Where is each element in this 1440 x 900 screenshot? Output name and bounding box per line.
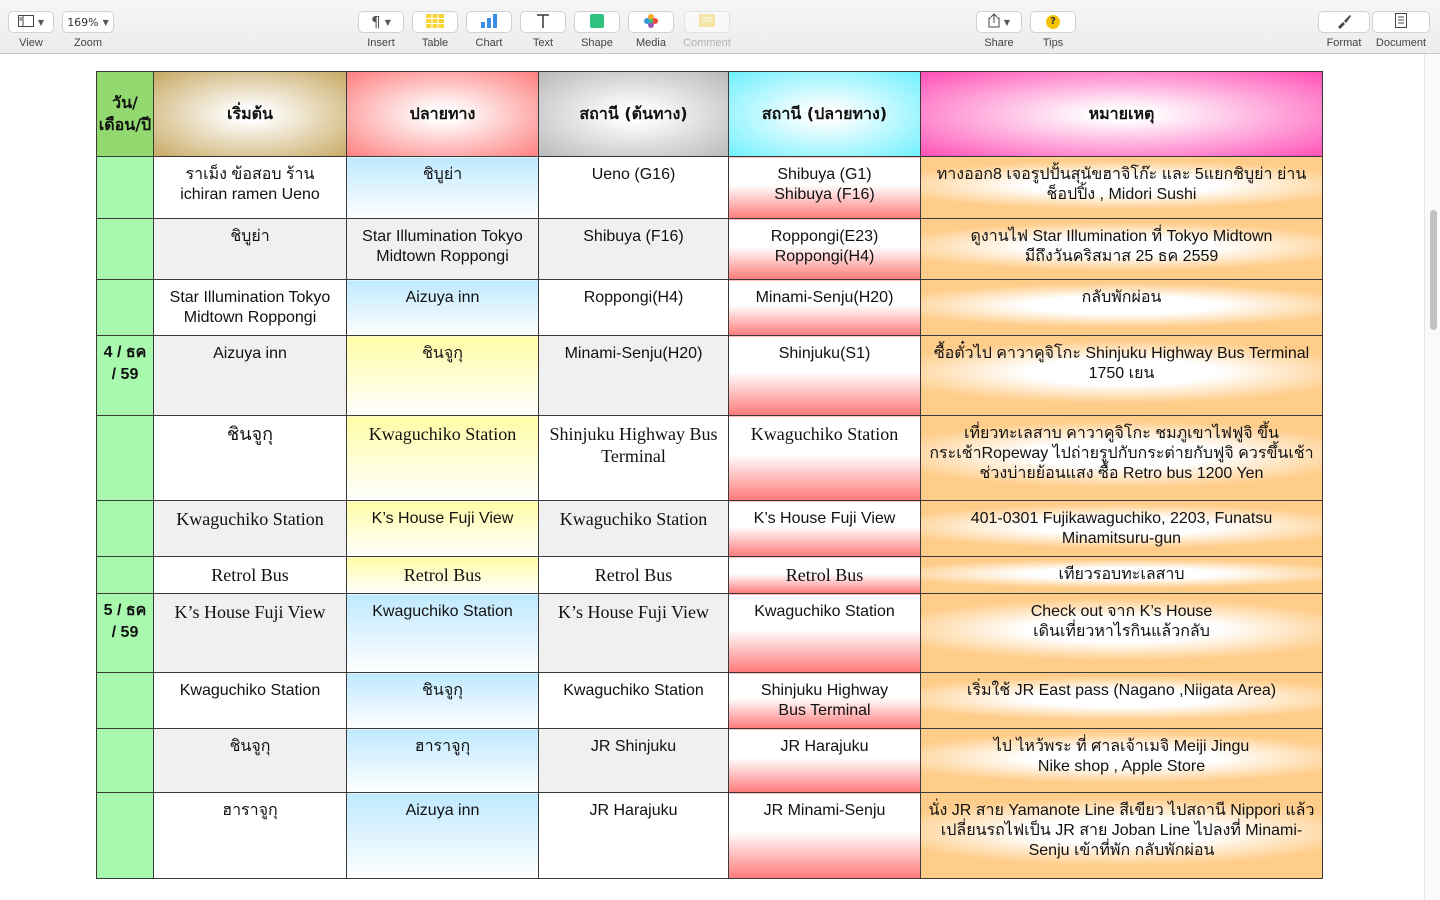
destination-cell-text: Retrol Bus <box>403 565 482 585</box>
chevron-down-icon: ▼ <box>102 17 109 27</box>
note-cell[interactable] <box>921 157 1323 219</box>
start-cell-text: K’s House Fuji View <box>174 602 326 622</box>
shape-control[interactable] <box>574 0 620 49</box>
note-cell-text: Check out จาก K’s House เดินเที่ยวหาไรกินแล้วกลับ <box>1030 603 1213 640</box>
header-start[interactable]: เริ่มต้น <box>154 72 347 157</box>
destination-cell-text: ชิบูย่า <box>422 166 463 183</box>
destination-cell-text: Aizuya inn <box>405 802 480 819</box>
note-cell[interactable] <box>921 729 1323 793</box>
chevron-down-icon: ▼ <box>37 17 45 27</box>
station-to-cell[interactable] <box>729 594 921 673</box>
zoom-value: 169% <box>67 15 99 29</box>
chevron-down-icon: ▼ <box>1003 17 1011 27</box>
header-date[interactable]: วัน/เดือน/ปี <box>97 72 154 157</box>
shape-button[interactable] <box>574 11 620 33</box>
note-cell-text: 401-0301 Fujikawaguchiko, 2203, Funatsu Minamitsuru-gun <box>970 510 1273 547</box>
note-cell-text: ทางออก8 เจอรูปปั้นสุนัขฮาจิโก๊ะ และ 5แยกชิบูย่า ย่านช็อปปิ้ง , Midori Sushi <box>936 166 1307 203</box>
station-from-cell-text: Kwaguchiko Station <box>563 682 704 699</box>
station-from-cell[interactable] <box>539 594 729 673</box>
document-control[interactable] <box>1372 0 1430 49</box>
station-from-cell-text: Ueno (G16) <box>591 166 676 183</box>
destination-cell-text: Aizuya inn <box>405 289 480 306</box>
station-to-cell[interactable] <box>729 219 921 280</box>
start-cell[interactable] <box>154 280 347 336</box>
start-cell[interactable] <box>154 416 347 501</box>
note-cell-text: กลับพักผ่อน <box>1081 289 1162 306</box>
station-to-cell-text: Retrol Bus <box>785 565 864 585</box>
note-cell[interactable] <box>921 557 1323 594</box>
header-note[interactable]: หมายเหตุ <box>921 72 1323 157</box>
document-icon <box>1395 13 1407 31</box>
media-control[interactable] <box>628 0 674 49</box>
station-to-cell[interactable] <box>729 557 921 594</box>
tips-label: Tips <box>1042 37 1064 49</box>
note-cell[interactable] <box>921 501 1323 557</box>
station-to-cell-text: K’s House Fuji View <box>753 510 896 527</box>
start-cell-text: ราเม็ง ข้อสอบ ร้าน ichiran ramen Ueno <box>180 166 320 203</box>
date-cell-text <box>97 673 153 679</box>
shape-label: Shape <box>581 37 613 49</box>
destination-cell[interactable] <box>347 673 539 729</box>
table-row <box>97 594 1323 673</box>
station-to-cell-text: JR Harajuku <box>780 738 869 755</box>
station-from-cell-text: Shibuya (F16) <box>583 228 684 245</box>
destination-cell[interactable] <box>347 336 539 416</box>
station-from-cell[interactable] <box>539 280 729 336</box>
date-cell[interactable] <box>97 793 154 879</box>
station-to-cell[interactable] <box>729 729 921 793</box>
comment-label: Comment <box>683 37 731 49</box>
start-cell[interactable] <box>154 729 347 793</box>
station-from-cell-text: Retrol Bus <box>594 565 673 585</box>
table-row <box>97 219 1323 280</box>
table-control[interactable] <box>412 0 458 49</box>
table-row <box>97 729 1323 793</box>
document-canvas[interactable] <box>0 54 1424 900</box>
text-icon <box>535 13 551 32</box>
destination-cell-text: Kwaguchiko Station <box>372 603 513 620</box>
table-label: Table <box>421 37 449 49</box>
document-label: Document <box>1375 37 1427 49</box>
date-cell-text <box>97 157 153 163</box>
destination-cell-text: ชินจูกุ <box>422 682 463 699</box>
header-station-from[interactable]: สถานี (ต้นทาง) <box>539 72 729 157</box>
destination-cell[interactable] <box>347 219 539 280</box>
text-label: Text <box>532 37 554 49</box>
station-to-cell-text: Shinjuku(S1) <box>778 345 871 362</box>
destination-cell-text: Star Illumination Tokyo Midtown Roppongi <box>362 228 523 265</box>
sidebar-icon <box>18 15 34 30</box>
station-from-cell-text: Shinjuku Highway Bus Terminal <box>549 424 718 466</box>
date-cell[interactable] <box>97 501 154 557</box>
date-cell[interactable] <box>97 219 154 280</box>
insert-control[interactable] <box>358 0 404 49</box>
tips-control[interactable] <box>1030 0 1076 49</box>
station-from-cell-text: JR Shinjuku <box>590 738 677 755</box>
view-label: View <box>19 37 43 49</box>
format-button[interactable] <box>1318 11 1370 33</box>
date-cell-text <box>97 280 153 286</box>
comment-control[interactable] <box>684 0 730 49</box>
paragraph-icon: ¶ <box>371 13 381 31</box>
station-to-cell[interactable] <box>729 416 921 501</box>
table-row <box>97 416 1323 501</box>
station-to-cell-text: Shibuya (G1) Shibuya (F16) <box>774 166 875 203</box>
station-to-cell[interactable] <box>729 157 921 219</box>
zoom-label: Zoom <box>73 37 103 49</box>
share-button[interactable] <box>976 11 1022 33</box>
destination-cell[interactable] <box>347 157 539 219</box>
destination-cell[interactable] <box>347 729 539 793</box>
chart-label: Chart <box>475 37 503 49</box>
itinerary-table[interactable] <box>96 71 1323 879</box>
station-from-cell[interactable] <box>539 219 729 280</box>
date-cell-text <box>97 557 153 563</box>
destination-cell-text: Kwaguchiko Station <box>368 424 517 444</box>
station-from-cell[interactable] <box>539 336 729 416</box>
start-cell-text: ชินจูกุ <box>229 738 271 755</box>
table-row <box>97 157 1323 219</box>
start-cell[interactable] <box>154 219 347 280</box>
scrollbar-thumb[interactable] <box>1430 210 1437 330</box>
start-cell[interactable] <box>154 501 347 557</box>
station-from-cell-text: Minami-Senju(H20) <box>564 345 703 362</box>
table-icon <box>426 14 444 31</box>
start-cell[interactable] <box>154 557 347 594</box>
table-row <box>97 501 1323 557</box>
comment-icon <box>699 14 715 30</box>
date-cell[interactable] <box>97 157 154 219</box>
note-cell[interactable] <box>921 594 1323 673</box>
media-button[interactable] <box>628 11 674 33</box>
date-cell[interactable] <box>97 557 154 594</box>
table-row <box>97 557 1323 594</box>
media-label: Media <box>636 37 666 49</box>
station-to-cell-text: Shinjuku Highway Bus Terminal <box>760 682 889 719</box>
date-cell-text: 4 / ธค / 59 <box>103 344 147 383</box>
station-to-cell[interactable] <box>729 501 921 557</box>
destination-cell[interactable] <box>347 501 539 557</box>
start-cell-text: ชินจูกุ <box>227 424 273 444</box>
station-from-cell-text: Roppongi(H4) <box>583 289 684 306</box>
chevron-down-icon: ▼ <box>384 17 391 27</box>
note-cell[interactable] <box>921 673 1323 729</box>
station-from-cell[interactable] <box>539 416 729 501</box>
destination-cell[interactable] <box>347 793 539 879</box>
station-to-cell-text: JR Minami-Senju <box>763 802 886 819</box>
destination-cell-text: ฮาราจูกุ <box>414 738 471 755</box>
station-to-cell[interactable] <box>729 793 921 879</box>
destination-cell-text: K’s House Fuji View <box>371 510 514 527</box>
station-to-cell-text: Minami-Senju(H20) <box>755 289 894 306</box>
destination-cell[interactable] <box>347 280 539 336</box>
tips-button[interactable] <box>1030 11 1076 33</box>
table-row <box>97 673 1323 729</box>
date-cell-text <box>97 793 153 799</box>
note-cell[interactable] <box>921 280 1323 336</box>
comment-button[interactable] <box>684 11 730 33</box>
media-icon <box>643 13 659 32</box>
date-cell[interactable] <box>97 729 154 793</box>
toolbar <box>0 0 1440 54</box>
station-from-cell[interactable] <box>539 501 729 557</box>
date-cell-text <box>97 729 153 735</box>
start-cell-text: Star Illumination Tokyo Midtown Roppongi <box>169 289 331 326</box>
date-cell-text <box>97 416 153 422</box>
chart-control[interactable] <box>466 0 512 49</box>
table-row <box>97 336 1323 416</box>
note-cell[interactable] <box>921 219 1323 280</box>
note-cell-text: เที่ยวทะเลสาบ คาวาคูจิโกะ ชมภูเขาไฟฟูจิ ขึ้นกระเช้าRopeway ไปถ่ายรูปกับกระต่ายกับฟูจิ ควรขึ้นเช้าช่วงบ่ายย้อนแสง ซื้อ Retro bus 1200 Yen <box>929 425 1314 482</box>
destination-cell[interactable] <box>347 557 539 594</box>
start-cell-text: Retrol Bus <box>211 565 289 585</box>
table-row <box>97 280 1323 336</box>
start-cell[interactable] <box>154 157 347 219</box>
start-cell-text: Aizuya inn <box>213 345 287 362</box>
station-to-cell-text: Kwaguchiko Station <box>754 603 895 620</box>
note-cell-text: เทียวรอบทะเลสาบ <box>1058 566 1185 583</box>
station-from-cell[interactable] <box>539 157 729 219</box>
insert-button[interactable] <box>358 11 404 33</box>
start-cell[interactable] <box>154 336 347 416</box>
note-cell-text: ไป ไหว้พระ ที่ ศาลเจ้าเมจิ Meiji Jingu Nike shop , Apple Store <box>993 738 1250 775</box>
start-cell[interactable] <box>154 594 347 673</box>
view-control[interactable] <box>8 0 54 49</box>
table-row <box>97 793 1323 879</box>
station-from-cell-text: JR Harajuku <box>589 802 678 819</box>
text-control[interactable] <box>520 0 566 49</box>
paintbrush-icon <box>1336 13 1352 32</box>
station-from-cell[interactable] <box>539 557 729 594</box>
note-cell[interactable] <box>921 336 1323 416</box>
date-cell-text <box>97 501 153 507</box>
note-cell[interactable] <box>921 793 1323 879</box>
date-cell[interactable] <box>97 416 154 501</box>
header-destination[interactable]: ปลายทาง <box>347 72 539 157</box>
destination-cell[interactable] <box>347 416 539 501</box>
station-to-cell[interactable] <box>729 280 921 336</box>
note-cell-text: ดูงานไฟ Star Illumination ที่ Tokyo Midtown มีถึงวันคริสมาส 25 ธค 2559 <box>970 228 1273 265</box>
start-cell-text: ฮาราจูกุ <box>222 802 278 819</box>
date-cell[interactable] <box>97 673 154 729</box>
tips-icon: ? <box>1046 15 1060 29</box>
share-control[interactable] <box>976 0 1022 49</box>
format-control[interactable] <box>1318 0 1370 49</box>
station-from-cell[interactable] <box>539 673 729 729</box>
note-cell-text: เริ่มใช้ JR East pass (Nagano ,Niigata Area) <box>966 682 1277 699</box>
start-cell[interactable] <box>154 673 347 729</box>
zoom-control[interactable] <box>62 0 114 49</box>
date-cell[interactable] <box>97 280 154 336</box>
station-from-cell[interactable] <box>539 729 729 793</box>
text-button[interactable] <box>520 11 566 33</box>
table-button[interactable] <box>412 11 458 33</box>
start-cell-text: Kwaguchiko Station <box>176 509 324 529</box>
destination-cell-text: ชินจูกุ <box>422 345 463 362</box>
insert-label: Insert <box>367 37 395 49</box>
date-cell-text <box>97 219 153 225</box>
vertical-scrollbar[interactable] <box>1424 54 1440 900</box>
date-cell-text: 5 / ธค / 59 <box>103 602 147 641</box>
station-from-cell-text: Kwaguchiko Station <box>559 509 708 529</box>
chart-icon <box>480 14 498 31</box>
station-to-cell-text: Roppongi(E23) Roppongi(H4) <box>770 228 879 265</box>
header-station-to[interactable]: สถานี (ปลายทาง) <box>729 72 921 157</box>
note-cell-text: นั่ง JR สาย Yamanote Line สีเขียว ไปสถานี Nippori แล้วเปลี่ยนรถไฟเป็น JR สาย Joban Line ไปลงที่ Minami-Senju เข้าที่พัก กลับพักผ่อน <box>928 802 1315 859</box>
share-icon <box>988 13 1000 31</box>
destination-cell[interactable] <box>347 594 539 673</box>
view-button[interactable] <box>8 11 54 33</box>
zoom-select[interactable] <box>62 11 114 33</box>
station-to-cell-text: Kwaguchiko Station <box>750 424 899 444</box>
note-cell-text: ซื้อตั๋วไป คาวาคูจิโกะ Shinjuku Highway Bus Terminal 1750 เยน <box>933 345 1310 382</box>
shape-icon <box>590 14 604 31</box>
station-to-cell[interactable] <box>729 673 921 729</box>
start-cell-text: ชิบูย่า <box>230 228 270 245</box>
note-cell[interactable] <box>921 416 1323 501</box>
chart-button[interactable] <box>466 11 512 33</box>
format-label: Format <box>1326 37 1362 49</box>
station-to-cell[interactable] <box>729 336 921 416</box>
station-from-cell-text: K’s House Fuji View <box>557 602 710 622</box>
date-cell[interactable] <box>97 594 154 673</box>
document-button[interactable] <box>1372 11 1430 33</box>
start-cell[interactable] <box>154 793 347 879</box>
share-label: Share <box>984 37 1014 49</box>
start-cell-text: Kwaguchiko Station <box>179 682 321 699</box>
date-cell[interactable] <box>97 336 154 416</box>
station-from-cell[interactable] <box>539 793 729 879</box>
header-row <box>97 72 1323 157</box>
